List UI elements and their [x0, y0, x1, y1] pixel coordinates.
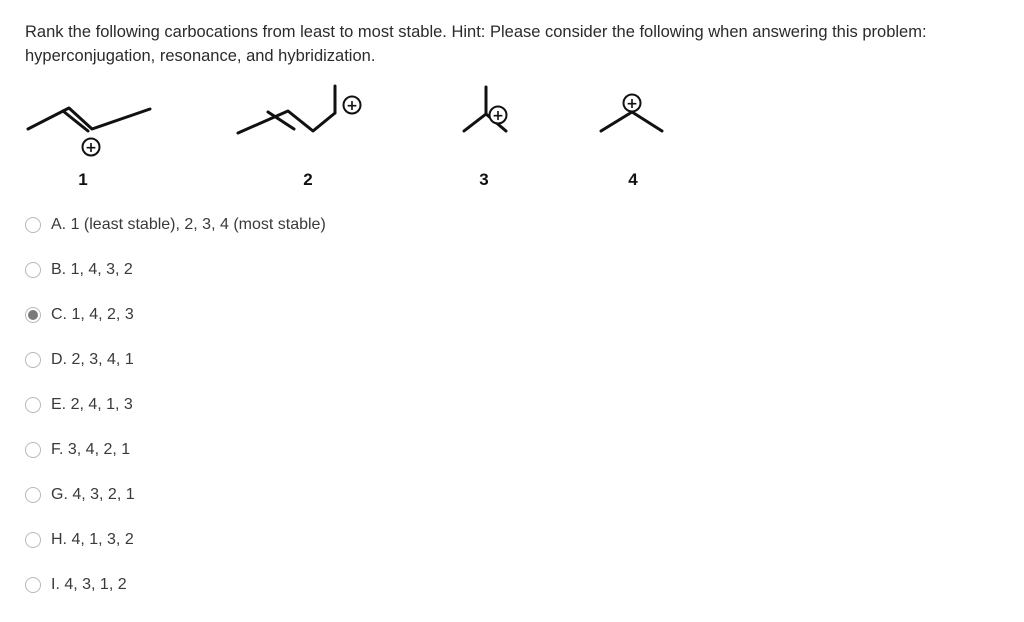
option-f-radio[interactable] — [25, 442, 41, 458]
option-b-label: B. 1, 4, 3, 2 — [51, 261, 133, 278]
option-h[interactable] — [25, 527, 134, 553]
option-e-label: E. 2, 4, 1, 3 — [51, 396, 133, 413]
option-g[interactable] — [25, 482, 135, 508]
option-i-label: I. 4, 3, 1, 2 — [51, 576, 127, 593]
molecule-4-skeleton — [601, 112, 662, 131]
option-a-radio[interactable] — [25, 217, 41, 233]
molecule-label-3: 3 — [479, 170, 489, 189]
charge-symbol-1: + — [85, 140, 97, 156]
molecule-label-4: 4 — [628, 170, 638, 189]
option-f[interactable] — [25, 437, 130, 463]
option-g-label: G. 4, 3, 2, 1 — [51, 486, 135, 503]
question-text: Rank the following carbocations from least to most stable. Hint: Please consider the following when answering this problem: hyperconjugation, resonance, and hybridization. — [25, 23, 927, 65]
molecule-label-1: 1 — [78, 170, 88, 189]
option-i[interactable] — [25, 572, 127, 598]
option-h-label: H. 4, 1, 3, 2 — [51, 531, 134, 548]
molecule-label-2: 2 — [303, 170, 313, 189]
option-f-label: F. 3, 4, 2, 1 — [51, 441, 131, 458]
molecule-2-skeleton — [238, 86, 335, 133]
option-d[interactable] — [25, 347, 134, 373]
option-g-radio[interactable] — [25, 487, 41, 503]
option-c-label: C. 1, 4, 2, 3 — [51, 306, 134, 323]
charge-symbol-4: + — [626, 96, 638, 112]
option-c[interactable] — [25, 302, 134, 328]
option-i-radio[interactable] — [25, 577, 41, 593]
option-a[interactable] — [25, 212, 326, 238]
option-b-radio[interactable] — [25, 262, 41, 278]
option-e[interactable] — [25, 392, 133, 418]
option-d-radio[interactable] — [25, 352, 41, 368]
option-b[interactable] — [25, 257, 133, 283]
option-d-label: D. 2, 3, 4, 1 — [51, 351, 134, 368]
option-e-radio[interactable] — [25, 397, 41, 413]
structures-drawing — [0, 80, 1024, 200]
option-a-label: A. 1 (least stable), 2, 3, 4 (most stable) — [51, 216, 326, 233]
carbocation-structures — [0, 80, 1024, 200]
charge-symbol-2: + — [346, 98, 358, 114]
option-c-radio[interactable] — [25, 307, 41, 323]
option-h-radio[interactable] — [25, 532, 41, 548]
charge-symbol-3: + — [492, 108, 504, 124]
molecule-1-skeleton — [28, 108, 150, 131]
